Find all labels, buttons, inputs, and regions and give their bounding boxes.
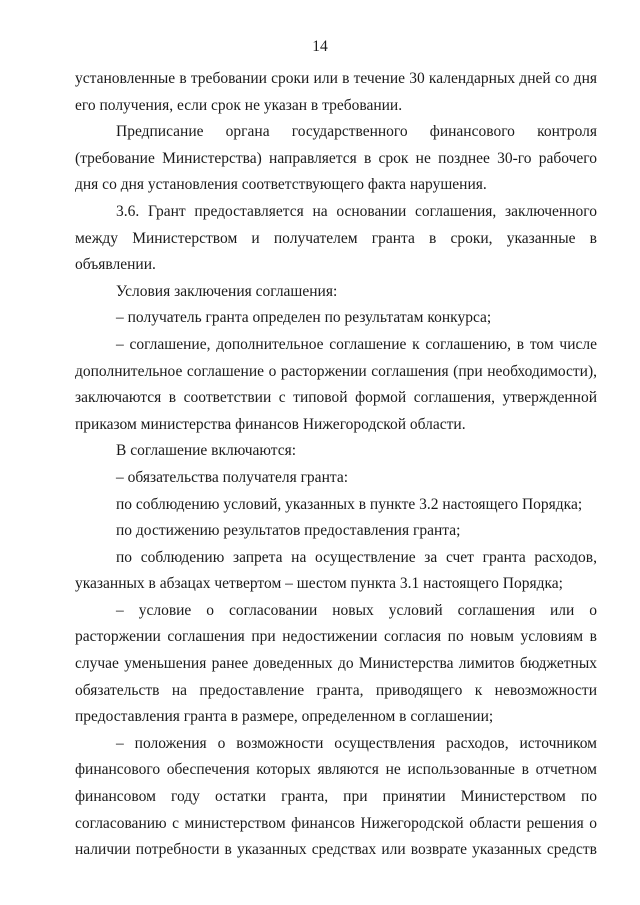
paragraph: Предписание органа государственного финансового контроля (требование Министерства) направляется в срок не позднее 30-го рабочего дня со дня установления соответствующего факта нарушения. (75, 123, 597, 194)
list-item: – обязательства получателя гранта: (116, 468, 349, 486)
list-item: по соблюдению запрета на осуществление за счет гранта расходов, указанных в абзацах четвертом – шестом пункта 3.1 настоящего Порядка; (75, 548, 597, 593)
paragraph: установленные в требовании сроки или в течение 30 календарных дней со дня его получения, если срок не указан в требовании. (75, 70, 597, 114)
document-body (75, 66, 597, 864)
paragraph: Условия заключения соглашения: (116, 282, 338, 300)
list-item: по достижению результатов предоставления гранта; (116, 522, 461, 540)
list-item: – получатель гранта определен по результатам конкурса; (116, 309, 492, 327)
list-item: – соглашение, дополнительное соглашение к соглашению, в том числе дополнительное соглашение о расторжении соглашения (при необходимости), заключаются в соответствии с типовой формой соглашения, утвержденной приказом министерства финансов Нижегородской области. (75, 335, 597, 433)
list-item: – положения о возможности осуществления расходов, источником финансового обеспечения которых являются не использованные в отчетном финансовом году остатки гранта, при принятии Министерством по согласованию с министерством финансов Нижегородской области решения о наличии потребности в указанных средствах или возврате указанных средств (75, 734, 597, 859)
list-item: по соблюдению условий, указанных в пункте 3.2 настоящего Порядка; (116, 495, 583, 513)
paragraph: 3.6. Грант предоставляется на основании соглашения, заключенного между Министерством и получателем гранта в сроки, указанные в объявлении. (75, 202, 597, 274)
paragraph: В соглашение включаются: (116, 442, 297, 460)
page-number: 14 (312, 38, 328, 55)
list-item: – условие о согласовании новых условий соглашения или о расторжении соглашения при недостижении согласия по новым условиям в случае уменьшения ранее доведенных до Министерства лимитов бюджетных обязательств на предоставление гранта, приводящего к невозможности предоставления гранта в размере, определенном в соглашении; (75, 601, 597, 726)
